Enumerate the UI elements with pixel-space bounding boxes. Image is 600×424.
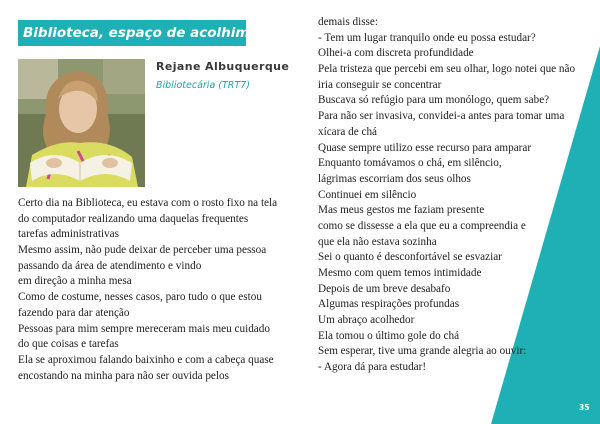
text-line: xícara de chá — [318, 125, 378, 138]
text-line: tarefas administrativas — [18, 228, 119, 241]
author-name: Rejane Albuquerque — [156, 60, 290, 73]
text-line: Pela tristeza que percebi em seu olhar, logo notei que não — [318, 63, 576, 76]
text-line: Como de costume, nesses casos, paro tudo o que estou — [18, 291, 262, 304]
text-line: Um abraço acolhedor — [318, 314, 415, 327]
text-line: Pessoas para mim sempre mereceram mais meu cuidado — [18, 322, 270, 335]
author-photo — [18, 59, 145, 187]
text-line: Sei o quanto é desconfortável se esvaziar — [318, 251, 502, 264]
text-line: Continuei em silêncio — [318, 188, 417, 201]
text-line: encostando na minha para não ser ouvida pelos — [18, 369, 229, 382]
text-line: do computador realizando uma daquelas frequentes — [18, 212, 249, 225]
text-line: - Tem um lugar tranquilo onde eu possa estudar? — [318, 31, 536, 44]
text-line: Depois de um breve desabafo — [318, 282, 451, 295]
text-line: Mesmo com quem temos intimidade — [318, 267, 482, 279]
text-line: demais disse: — [318, 16, 378, 28]
text-line: Mas meus gestos me faziam presente — [318, 204, 485, 217]
text-line: passando da área de atendimento e vindo — [18, 259, 202, 272]
text-line: Mesmo assim, não pude deixar de perceber uma pessoa — [18, 244, 267, 257]
text-line: Ela se aproximou falando baixinho e com a cabeça quase — [18, 353, 274, 366]
text-line: - Agora dá para estudar! — [318, 361, 427, 374]
text-line: em direção a minha mesa — [18, 275, 132, 288]
author-role: Bibliotecária (TRT7) — [156, 80, 250, 91]
text-line: Quase sempre utilizo esse recurso para amparar — [318, 141, 532, 154]
text-line: do que coisas e tarefas — [18, 338, 119, 351]
page-number: 35 — [579, 403, 590, 412]
text-line: fazendo para dar atenção — [18, 306, 130, 319]
text-line: Para não ser invasiva, convidei-a antes para tomar uma — [318, 110, 565, 123]
left-text-column — [18, 196, 277, 384]
text-line: que ela não estava sozinha — [318, 235, 437, 248]
text-line: iria conseguir se concentrar — [318, 78, 442, 91]
article-title: Biblioteca, espaço de acolhimento — [18, 20, 246, 46]
text-line: Ela tomou o último gole do chá — [318, 329, 460, 342]
text-line: Olhei-a com discreta profundidade — [318, 47, 474, 60]
text-line: Sem esperar, tive uma grande alegria ao ouvir: — [318, 345, 527, 358]
text-line: Algumas respirações profundas — [318, 298, 460, 311]
text-line: Enquanto tomávamos o chá, em silêncio, — [318, 157, 502, 170]
right-text-column — [318, 15, 575, 376]
text-line: Certo dia na Biblioteca, eu estava com o rosto fixo na tela — [18, 197, 278, 209]
text-line: lágrimas escorriam dos seus olhos — [318, 172, 471, 185]
text-line: Buscava só refúgio para um monólogo, quem sabe? — [318, 94, 550, 107]
text-line: como se dissesse a ela que eu a compreendia e — [318, 219, 526, 232]
